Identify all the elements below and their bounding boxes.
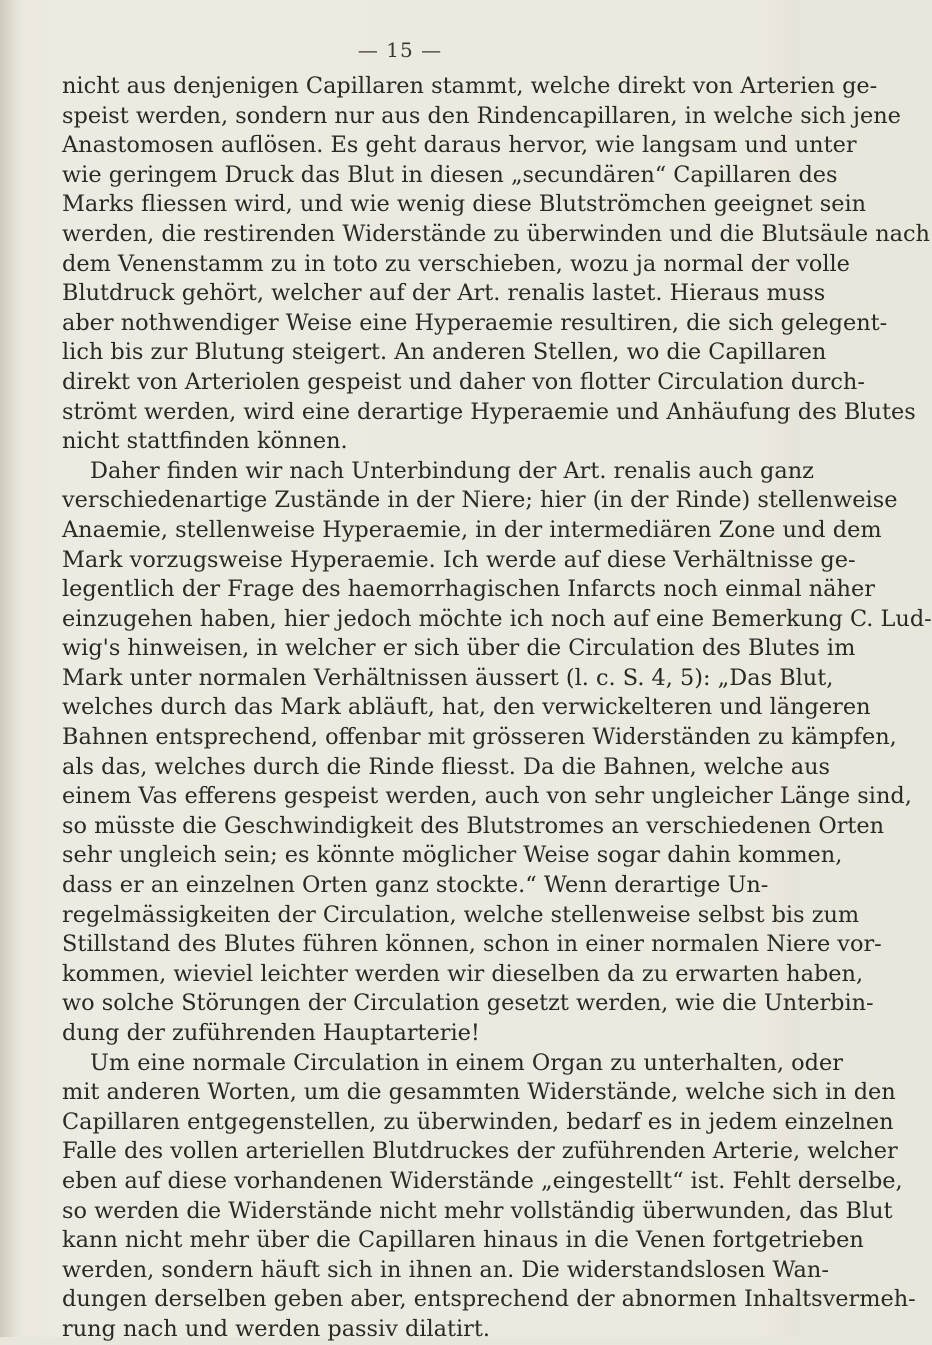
page-number: — 15 — bbox=[357, 38, 443, 62]
text-line: dass er an einzelnen Orten ganz stockte.“ Wenn derartige Un- bbox=[62, 872, 769, 899]
text-line: nicht aus denjenigen Capillaren stammt, welche direkt von Arterien ge- bbox=[62, 73, 878, 99]
text-line: Daher finden wir nach Unterbindung der Art. renalis auch ganz bbox=[90, 457, 814, 484]
text-line: mit anderen Worten, um die gesammten Widerstände, welche sich in den bbox=[62, 1079, 896, 1106]
text-line: Anaemie, stellenweise Hyperaemie, in der intermediären Zone und dem bbox=[62, 516, 882, 543]
text-line: dem Venenstamm zu in toto zu verschieben, wozu ja normal der volle bbox=[62, 250, 850, 277]
text-line: wie geringem Druck das Blut in diesen „secundären“ Capillaren des bbox=[62, 161, 838, 188]
text-line: aber nothwendiger Weise eine Hyperaemie resultiren, die sich gelegent- bbox=[62, 309, 888, 336]
text-line: Um eine normale Circulation in einem Organ zu unterhalten, oder bbox=[90, 1049, 843, 1076]
text-line: legentlich der Frage des haemorrhagischen Infarcts noch einmal näher bbox=[62, 576, 875, 603]
text-line: lich bis zur Blutung steigert. An anderen Stellen, wo die Capillaren bbox=[62, 339, 827, 366]
text-line: werden, sondern häuft sich in ihnen an. Die widerstandslosen Wan- bbox=[62, 1256, 829, 1283]
text-line: so müsste die Geschwindigkeit des Blutstromes an verschiedenen Orten bbox=[62, 812, 885, 839]
text-line: speist werden, sondern nur aus den Rindencapillaren, in welche sich jene bbox=[62, 102, 901, 129]
text-line: welches durch das Mark abläuft, hat, den verwickelteren und längeren bbox=[62, 694, 871, 721]
text-line: Mark vorzugsweise Hyperaemie. Ich werde auf diese Verhältnisse ge- bbox=[62, 546, 856, 573]
text-line: wig's hinweisen, in welcher er sich über die Circulation des Blutes im bbox=[62, 635, 856, 662]
text-line: direkt von Arteriolen gespeist und daher von flotter Circulation durch- bbox=[62, 368, 865, 395]
text-line: strömt werden, wird eine derartige Hyperaemie und Anhäufung des Blutes bbox=[62, 398, 916, 425]
text-line: verschiedenartige Zustände in der Niere; hier (in der Rinde) stellenweise bbox=[62, 487, 898, 514]
text-line: wo solche Störungen der Circulation gesetzt werden, wie die Unterbin- bbox=[62, 990, 874, 1017]
text-line: Bahnen entsprechend, offenbar mit grösseren Widerständen zu kämpfen, bbox=[62, 724, 897, 751]
text-line: dung der zuführenden Hauptarterie! bbox=[62, 1020, 480, 1046]
text-line: rung nach und werden passiv dilatirt. bbox=[62, 1315, 490, 1342]
text-line: Blutdruck gehört, welcher auf der Art. renalis lastet. Hieraus muss bbox=[62, 280, 826, 307]
text-line: nicht stattfinden können. bbox=[62, 428, 348, 455]
text-line: Marks fliessen wird, und wie wenig diese Blutströmchen geeignet sein bbox=[62, 191, 867, 218]
text-line: sehr ungleich sein; es könnte möglicher Weise sogar dahin kommen, bbox=[62, 842, 843, 869]
text-line: als das, welches durch die Rinde fliesst. Da die Bahnen, welche aus bbox=[62, 753, 831, 780]
text-line: kommen, wieviel leichter werden wir dieselben da zu erwarten haben, bbox=[62, 960, 864, 987]
text-line: Stillstand des Blutes führen können, schon in einer normalen Niere vor- bbox=[62, 931, 882, 958]
text-line: regelmässigkeiten der Circulation, welche stellenweise selbst bis zum bbox=[62, 901, 860, 928]
body-text bbox=[62, 72, 932, 1345]
page-gutter bbox=[0, 0, 16, 1337]
text-line: einem Vas efferens gespeist werden, auch von sehr ungleicher Länge sind, bbox=[62, 783, 912, 810]
text-line: einzugehen haben, hier jedoch möchte ich noch auf eine Bemerkung C. Lud- bbox=[62, 605, 932, 632]
text-line: Mark unter normalen Verhältnissen äussert (l. c. S. 4, 5): „Das Blut, bbox=[62, 664, 834, 691]
text-line: Falle des vollen arteriellen Blutdruckes der zuführenden Arterie, welcher bbox=[62, 1138, 898, 1165]
text-line: so werden die Widerstände nicht mehr vollständig überwunden, das Blut bbox=[62, 1197, 893, 1224]
text-line: Capillaren entgegenstellen, zu überwinden, bedarf es in jedem einzelnen bbox=[62, 1108, 894, 1135]
text-line: eben auf diese vorhandenen Widerstände „eingestellt“ ist. Fehlt derselbe, bbox=[62, 1167, 903, 1194]
text-line: werden, die restirenden Widerstände zu überwinden und die Blutsäule nach bbox=[62, 220, 930, 247]
text-line: kann nicht mehr über die Capillaren hinaus in die Venen fortgetrieben bbox=[62, 1227, 864, 1254]
text-line: Anastomosen auflösen. Es geht daraus hervor, wie langsam und unter bbox=[62, 132, 857, 159]
text-line: dungen derselben geben aber, entsprechend der abnormen Inhaltsvermeh- bbox=[62, 1286, 916, 1313]
